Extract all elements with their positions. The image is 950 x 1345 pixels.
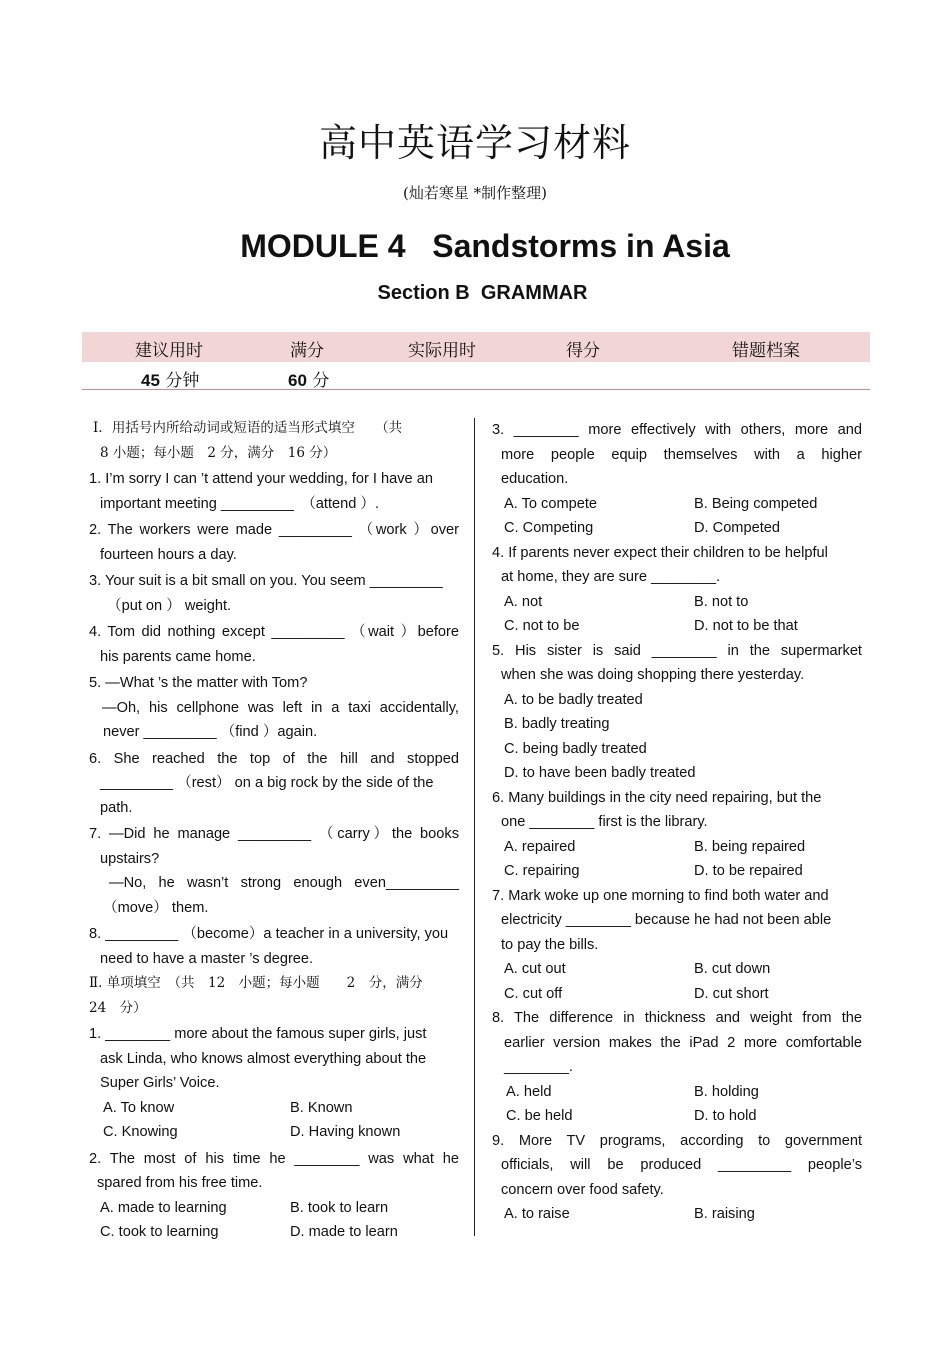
mc2-option-c: C. took to learning (100, 1224, 219, 1240)
mc7-option-a: A. cut out (504, 961, 566, 977)
header-score: 得分 (566, 341, 600, 361)
q4-line: 4. Tom did nothing except _________ （wait ）before (89, 624, 459, 640)
header-error-record: 错题档案 (732, 341, 800, 361)
mc4-option-b: B. not to (694, 593, 749, 610)
mc7-stem: electricity ________ because he had not been able (501, 912, 832, 928)
mc1-stem: ask Linda, who knows almost everything about the (100, 1050, 427, 1067)
mc9-stem: 9. More TV programs, according to government (492, 1132, 862, 1149)
mc7-option-b: B. cut down (694, 961, 771, 977)
mc8-option-c: C. be held (506, 1108, 573, 1124)
mc2-stem: 2. The most of his time he ________ was what he (89, 1150, 459, 1167)
mc6-option-c: C. repairing (504, 863, 580, 879)
mc8-stem: 8. The difference in thickness and weight from the (492, 1010, 862, 1026)
mc7-stem: 7. Mark woke up one morning to find both water and (492, 887, 829, 904)
mc8-option-b: B. holding (694, 1083, 759, 1100)
mc7-option-d: D. cut short (694, 985, 769, 1002)
mc5-stem: when she was doing shopping there yesterday. (501, 667, 805, 683)
q7-line: （move） them. (103, 899, 209, 916)
mc3-option-b: B. Being competed (694, 495, 818, 512)
q5-line: 5. —What ’s the matter with Tom? (89, 675, 308, 691)
q8-line: 8. _________ （become）a teacher in a university, you (89, 926, 449, 942)
mc5-option-d: D. to have been badly treated (504, 765, 696, 781)
q1-line: important meeting _________ （attend ）. (100, 495, 380, 512)
right-column (492, 418, 862, 1227)
mc6-option-d: D. to be repaired (694, 863, 803, 879)
mc6-option-a: A. repaired (504, 838, 576, 855)
section-heading: Section B GRAMMAR (377, 282, 588, 304)
mc9-stem: officials, will be produced _________ people’s (501, 1157, 862, 1173)
q3-line: （put on ） weight. (107, 597, 232, 614)
q6-line: path. (100, 799, 133, 816)
mc8-stem: ________. (504, 1059, 573, 1075)
mc3-option-c: C. Competing (504, 520, 594, 536)
mc4-stem: 4. If parents never expect their children to be helpful (492, 544, 828, 561)
mc3-stem: more people equip themselves with a higher (501, 446, 862, 463)
header-actual-time: 实际用时 (408, 341, 476, 361)
part2-title: Ⅱ. 单项填空 （共 12 小题；每小题 2 分，满分 (89, 975, 423, 991)
q7-line: upstairs? (100, 850, 160, 867)
mc2-option-a: A. made to learning (100, 1199, 227, 1216)
page-subtitle: (灿若寒星 *制作整理) (403, 184, 547, 202)
q4-line: his parents came home. (100, 648, 256, 665)
module-heading: MODULE 4 Sandstorms in Asia (240, 228, 730, 264)
mc3-option-d: D. Competed (694, 520, 780, 536)
mc1-option-a: A. To know (103, 1099, 175, 1116)
q8-line: need to have a master ’s degree. (100, 950, 314, 967)
mc3-option-a: A. To compete (504, 495, 598, 512)
q2-line: 2. The workers were made _________ （work ）over (89, 522, 459, 538)
q6-line: _________ （rest） on a big rock by the side of the (100, 775, 434, 791)
mc1-stem: 1. ________ more about the famous super girls, just (89, 1026, 427, 1042)
column-divider (474, 418, 475, 1236)
mc9-option-a: A. to raise (504, 1206, 570, 1222)
mc5-stem: 5. His sister is said ________ in the supermarket (492, 642, 862, 659)
part1-title-cont: 8 小题；每小题 2 分，满分 16 分） (100, 444, 337, 461)
header-suggested-time: 建议用时 (135, 341, 203, 361)
mc8-option-a: A. held (506, 1083, 552, 1100)
header-full-score: 满分 (290, 341, 324, 361)
mc6-stem: 6. Many buildings in the city need repairing, but the (492, 789, 822, 806)
page-title: 高中英语学习材料 (318, 121, 631, 165)
mc5-option-a: A. to be badly treated (504, 691, 643, 708)
mc2-stem: spared from his free time. (97, 1175, 263, 1191)
full-score-value: 60 分 (288, 371, 330, 391)
mc6-option-b: B. being repaired (694, 838, 806, 855)
mc5-option-b: B. badly treating (504, 716, 610, 732)
q5-line: never _________ （find ）again. (103, 724, 318, 740)
suggested-time-value: 45 分钟 (141, 371, 200, 391)
mc6-stem: one ________ first is the library. (501, 814, 708, 830)
q2-line: fourteen hours a day. (100, 546, 237, 563)
mc1-option-b: B. Known (290, 1099, 353, 1116)
part1-title: Ⅰ．用括号内所给动词或短语的适当形式填空 （共 (93, 420, 403, 436)
mc7-stem: to pay the bills. (501, 936, 599, 953)
mc5-option-c: C. being badly treated (504, 740, 647, 757)
mc4-option-a: A. not (504, 593, 543, 610)
mc1-option-c: C. Knowing (103, 1124, 178, 1140)
q1-line: 1. I’m sorry I can ’t attend your wedding, for I have an (89, 471, 433, 487)
mc1-option-d: D. Having known (290, 1124, 401, 1140)
mc2-option-b: B. took to learn (290, 1199, 389, 1216)
q3-line: 3. Your suit is a bit small on you. You seem _________ (89, 573, 443, 589)
mc8-stem: earlier version makes the iPad 2 more comfortable (504, 1034, 862, 1051)
left-column (89, 416, 459, 1245)
mc4-option-c: C. not to be (504, 618, 580, 634)
q7-line: —No, he wasn’t strong enough even_________ (109, 875, 459, 891)
info-table-rule (82, 389, 870, 390)
q5-line: —Oh, his cellphone was left in a taxi accidentally, (102, 699, 459, 716)
mc9-stem: concern over food safety. (501, 1181, 664, 1198)
mc1-stem: Super Girls’ Voice. (100, 1075, 220, 1091)
mc3-stem: 3. ________ more effectively with others, more and (492, 422, 862, 438)
q6-line: 6. She reached the top of the hill and stopped (89, 750, 459, 767)
q7-line: 7. —Did he manage _________ （carry）the books (89, 826, 459, 842)
part2-title-cont: 24 分） (89, 999, 147, 1016)
mc4-option-d: D. not to be that (694, 618, 798, 634)
mc3-stem: education. (501, 471, 569, 487)
mc9-option-b: B. raising (694, 1206, 755, 1222)
mc2-option-d: D. made to learn (290, 1224, 398, 1240)
mc8-option-d: D. to hold (694, 1108, 757, 1124)
mc7-option-c: C. cut off (504, 985, 563, 1002)
mc4-stem: at home, they are sure ________. (501, 569, 721, 585)
